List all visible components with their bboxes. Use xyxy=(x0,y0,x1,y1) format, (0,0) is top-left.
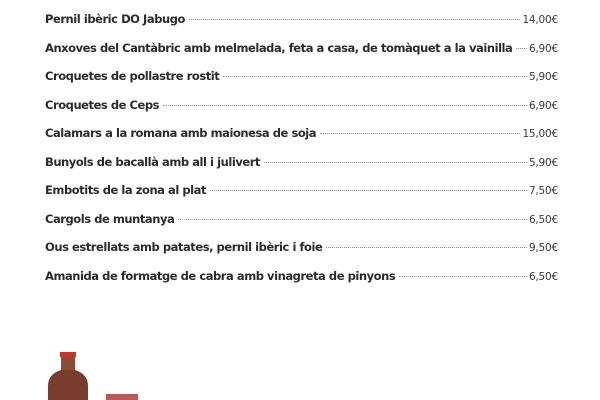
menu-list xyxy=(45,12,558,297)
menu-item xyxy=(45,126,558,155)
bottle-cap xyxy=(60,352,76,357)
menu-item xyxy=(45,12,558,41)
menu-item-name: Croquetes de Ceps xyxy=(45,97,160,112)
dot-leader xyxy=(189,19,521,20)
menu-item-price: 6,90€ xyxy=(528,42,558,55)
menu-item xyxy=(45,240,558,269)
menu-item-price: 7,50€ xyxy=(528,185,558,197)
dot-leader xyxy=(178,219,527,220)
menu-item-price: 6,90€ xyxy=(528,99,558,112)
small-bottle-top xyxy=(106,394,138,400)
menu-item-price: 15,00€ xyxy=(522,128,558,140)
menu-item-name: Bunyols de bacallà amb all i julivert xyxy=(45,154,260,169)
menu-item-name: Calamars a la romana amb maionesa de soja xyxy=(45,126,317,140)
menu-item-name: Ous estrellats amb patates, pernil ibèric i foie xyxy=(45,240,323,254)
menu-item-price: 9,50€ xyxy=(528,242,558,254)
wine-bottle-icon xyxy=(48,352,96,400)
dot-leader xyxy=(320,133,520,134)
menu-item xyxy=(45,41,558,70)
menu-item xyxy=(45,69,558,98)
dot-leader xyxy=(163,105,527,106)
dot-leader xyxy=(264,162,527,163)
menu-item xyxy=(45,183,558,212)
menu-item xyxy=(45,98,558,127)
menu-item-price: 5,90€ xyxy=(528,71,558,83)
dot-leader xyxy=(516,48,527,49)
menu-item xyxy=(45,212,558,241)
dot-leader xyxy=(223,76,527,77)
bottle-body xyxy=(48,370,88,400)
dot-leader xyxy=(326,247,527,248)
menu-item-name: Cargols de muntanya xyxy=(45,211,175,226)
menu-item-name: Anxoves del Cantàbric amb melmelada, feta a casa, de tomàquet a la vainilla xyxy=(45,40,513,55)
small-bottle-icon xyxy=(106,394,138,400)
dot-leader xyxy=(210,190,527,191)
menu-item-price: 5,90€ xyxy=(528,156,558,169)
menu-item-name: Amanida de formatge de cabra amb vinagreta de pinyons xyxy=(45,268,396,283)
dot-leader xyxy=(399,276,527,277)
menu-item-name: Croquetes de pollastre rostit xyxy=(45,69,220,83)
menu-item-price: 6,50€ xyxy=(528,213,558,226)
menu-item-name: Embotits de la zona al plat xyxy=(45,183,207,197)
menu-item-name: Pernil ibèric DO Jabugo xyxy=(45,12,185,26)
menu-item xyxy=(45,155,558,184)
menu-item xyxy=(45,269,558,298)
menu-item-price: 6,50€ xyxy=(528,270,558,283)
bottle-neck xyxy=(61,357,75,370)
menu-item-price: 14,00€ xyxy=(522,14,558,26)
